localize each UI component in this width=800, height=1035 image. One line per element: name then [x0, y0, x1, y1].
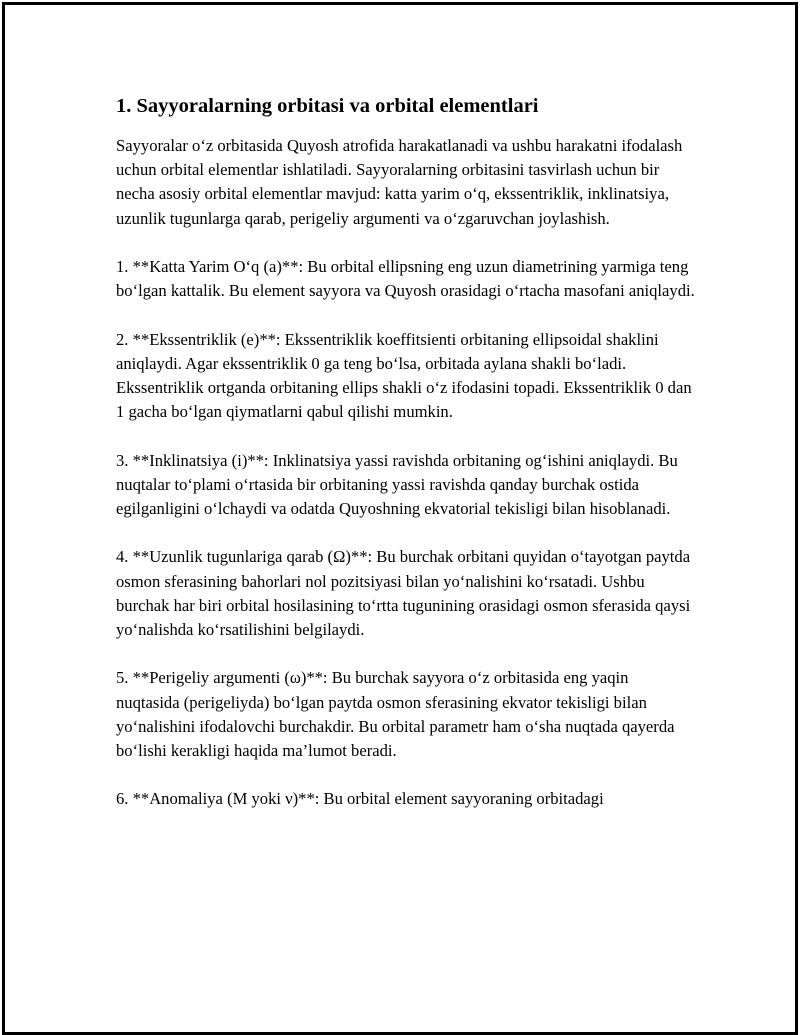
paragraph-anomaly: 6. **Anomaliya (M yoki ν)**: Bu orbital element sayyoraning orbitadagi [116, 789, 604, 809]
paragraph-ascending-node: 4. **Uzunlik tugunlariga qarab (Ω)**: Bu burchak orbitani quyidan o‘tayotgan paytda osmon sferasining bahorlari nol pozitsiyasi bilan yo‘nalishini ko‘rsatadi. Ushbu burchak har biri orbital hosilasining to‘rtta tugunining orasidagi osmon sferasida qaysi yo‘nalishda ko‘rsatilishini belgilaydi. [116, 547, 691, 639]
paragraph-eccentricity: 2. **Ekssentriklik (e)**: Ekssentriklik koeffitsienti orbitaning ellipsoidal shaklini aniqlaydi. Agar ekssentriklik 0 ga teng bo‘lsa, orbitada aylana shakli bo‘ladi. Ekssentriklik ortganda orbitaning ellips shakli o‘z ifodasini topadi. Ekssentriklik 0 dan 1 gacha bo‘lgan qiymatlarni qabul qilishi mumkin. [116, 329, 692, 422]
page-title: 1. Sayyoralarning orbitasi va orbital elementlari [116, 95, 539, 117]
document-body [116, 92, 696, 836]
paragraph-inclination: 3. **Inklinatsiya (i)**: Inklinatsiya yassi ravishda orbitaning og‘ishini aniqlaydi. Bu nuqtalar to‘plami o‘rtasida bir orbitaning yassi ravishda qanday burchak ostida egilganligini o‘lchaydi va odatda Quyoshning ekvatorial tekisligi bilan hisoblanadi. [116, 450, 678, 518]
paragraph-intro: Sayyoralar o‘z orbitasida Quyosh atrofida harakatlanadi va ushbu harakatni ifodalash uchun orbital elementlar ishlatiladi. Sayyoralarning orbitasini tasvirlash uchun bir necha asosiy orbital elementlar mavjud: katta yarim o‘q, ekssentriklik, inklinatsiya, uzunlik tugunlarga qarab, perigeliy argumenti va o‘zgaruvchan joylashish. [116, 136, 683, 228]
paragraph-perihelion-argument: 5. **Perigeliy argumenti (ω)**: Bu burchak sayyora o‘z orbitasida eng yaqin nuqtasida (perigeliyda) bo‘lgan paytda osmon sferasining ekvator tekisligi bilan yo‘nalishini ifodalovchi burchakdir. Bu orbital parametr ham o‘sha nuqtada qayerda bo‘lishi kerakligi haqida ma’lumot beradi. [116, 668, 675, 760]
paragraph-semi-major-axis: 1. **Katta Yarim O‘q (a)**: Bu orbital ellipsning eng uzun diametrining yarmiga teng bo‘lgan kattalik. Bu element sayyora va Quyosh orasidagi o‘rtacha masofani aniqlaydi. [116, 257, 695, 301]
